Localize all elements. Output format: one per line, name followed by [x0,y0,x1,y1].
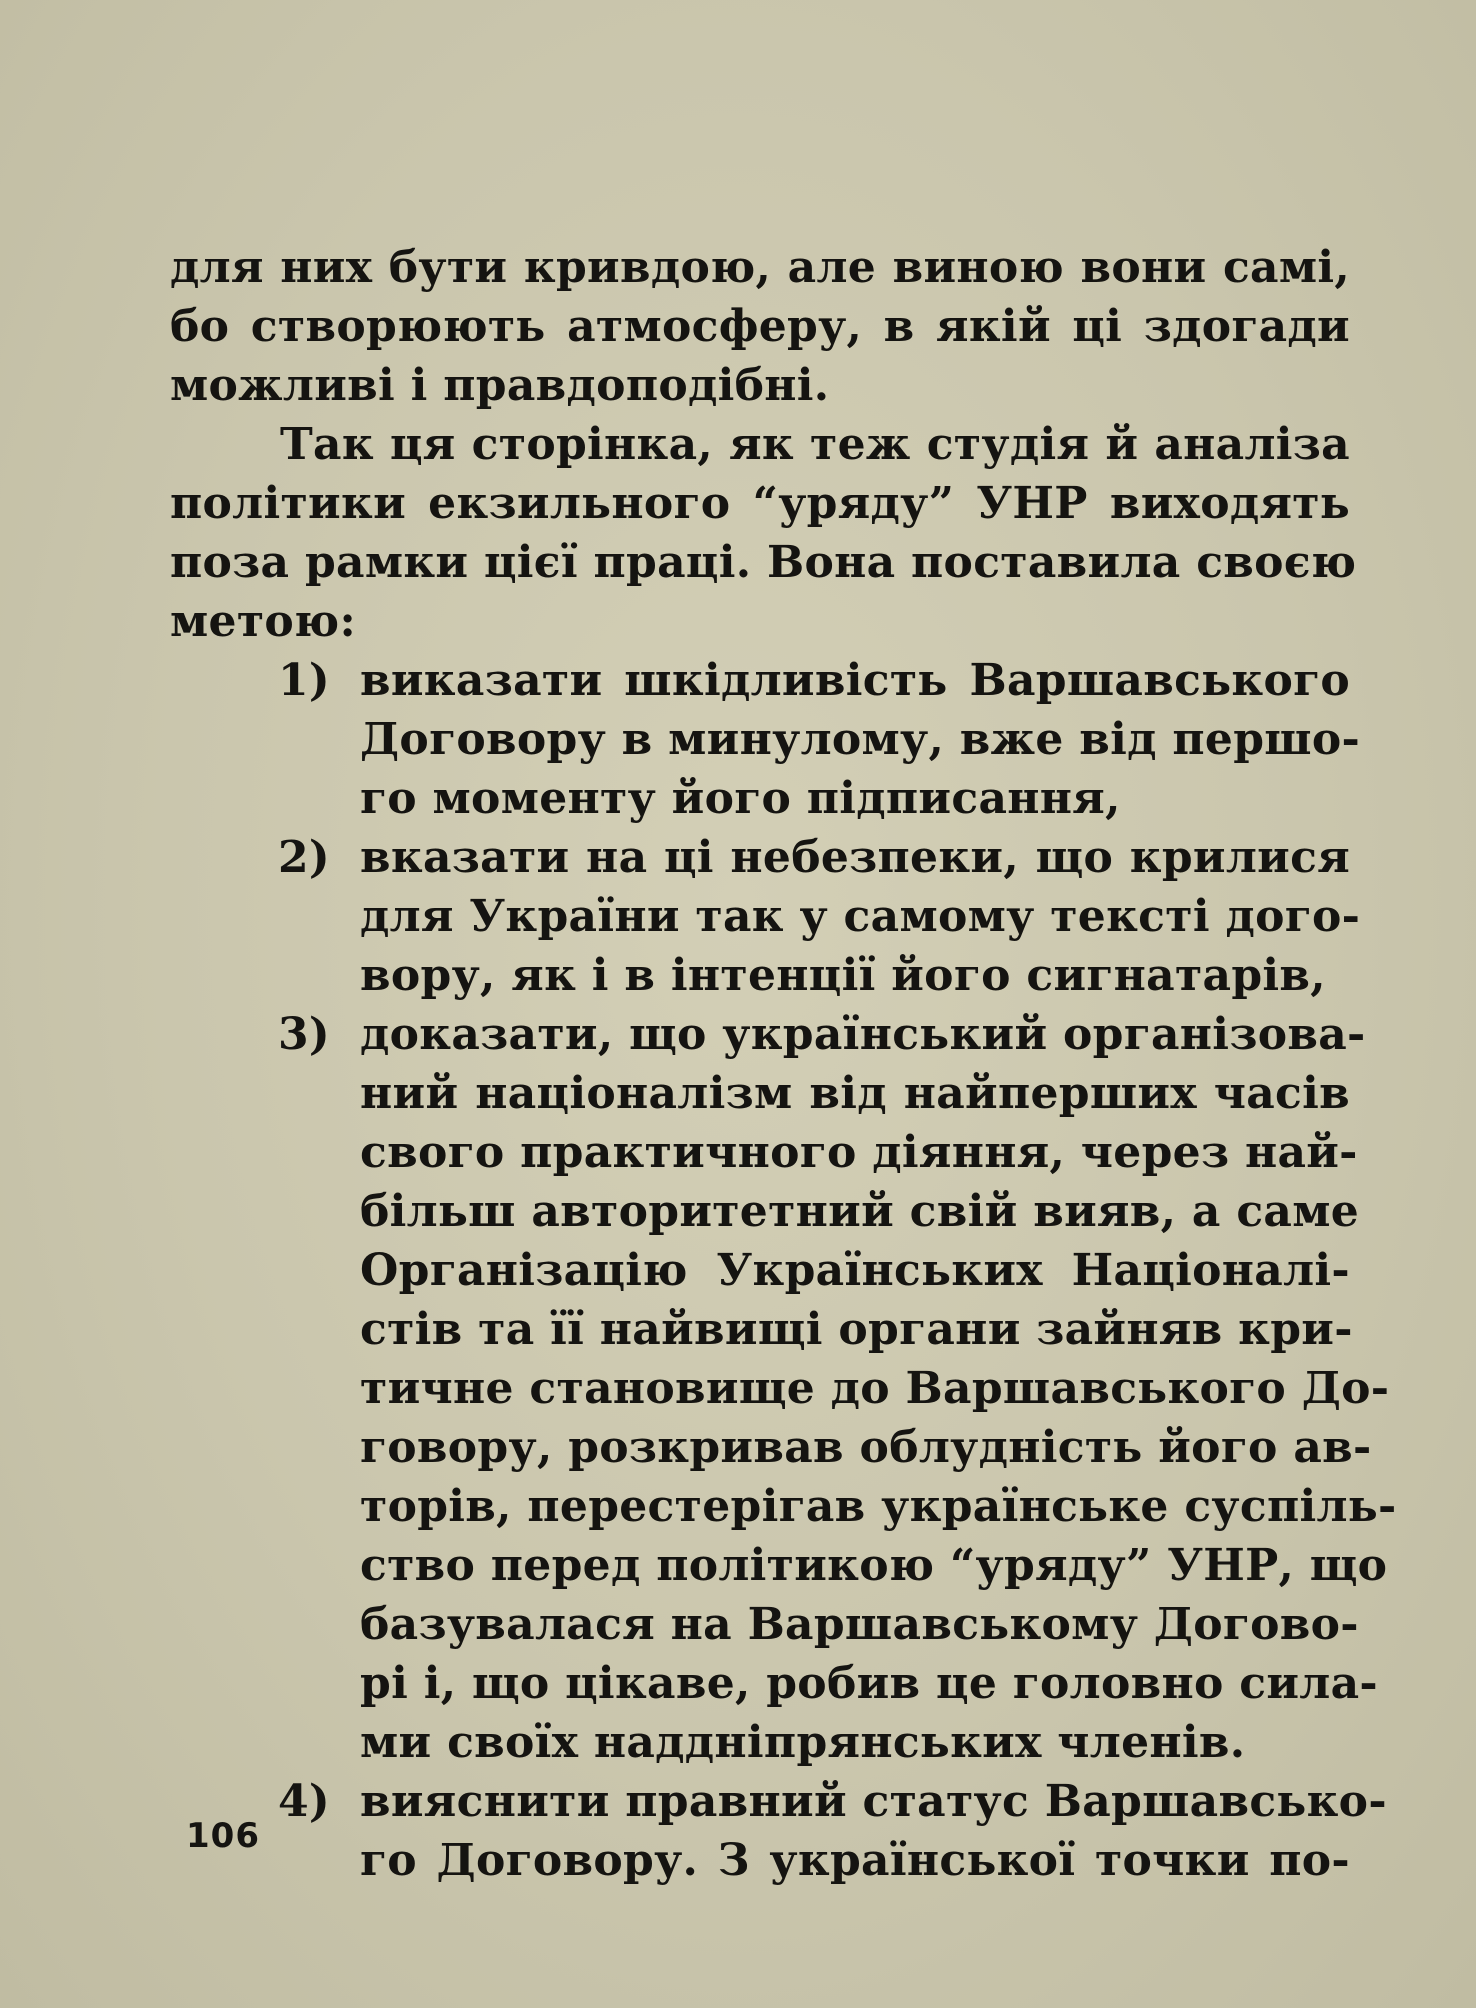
text-line: вияснити правний статус Варшавсько- [360,1776,1387,1827]
page-number: 106 [186,1816,260,1856]
text-line: стів та її найвищі органи зайняв кри- [360,1304,1353,1355]
text-line: ний націоналізм від найперших часів [360,1068,1350,1119]
text-line: рі і, що цікаве, робив це головно сила- [360,1658,1378,1709]
text-line: ство перед політикою “уряду” УНР, що [360,1540,1388,1591]
text-line: Так ця сторінка, як теж студія й аналіза [280,419,1350,470]
paragraph-1 [170,238,1350,415]
text-line: говору, розкривав облудність його ав- [360,1422,1372,1473]
list-item-2 [170,828,1361,1005]
text-line: бо створюють атмосферу, в якій ці здогади [170,301,1350,352]
text-line: тичне становище до Варшавського До- [360,1363,1390,1414]
text-line: вказати на ці небезпеки, що крилися [360,832,1350,883]
text-line: ми своїх наддніпрянських членів. [360,1717,1246,1768]
list-number: 3) [278,1009,331,1060]
text-line: вору, як і в інтенції його сигнатарів, [360,950,1326,1001]
list-item-1 [170,651,1361,828]
text-line: метою: [170,596,356,647]
text-line: го Договору. З української точки по- [360,1835,1350,1886]
text-line: можливі і правдоподібні. [170,360,830,411]
text-line: виказати шкідливість Варшавського [360,655,1350,706]
text-line: торів, перестерігав українське суспіль- [360,1481,1397,1532]
list-item-3 [170,1005,1397,1772]
text-line: го моменту його підписання, [360,773,1121,824]
text-line: Договору в минулому, вже від першо- [360,714,1361,765]
list-number: 1) [278,655,331,706]
page-text [170,238,1397,1890]
numbered-list [170,651,1397,1890]
text-line: більш авторитетний свій вияв, а саме [360,1186,1360,1237]
text-line: для них бути кривдою, але виною вони самі, [170,242,1350,293]
text-line: політики екзильного “уряду” УНР виходять [170,478,1350,529]
paragraph-2 [170,415,1357,651]
text-line: поза рамки цієї праці. Вона поставила своєю [170,537,1357,588]
text-line: Організацію Українських Націоналі- [360,1245,1350,1296]
list-number: 2) [278,832,331,883]
list-number: 4) [278,1776,331,1827]
list-item-4 [170,1772,1387,1890]
text-line: для України так у самому тексті дого- [360,891,1361,942]
text-line: доказати, що український організова- [360,1009,1366,1060]
text-line: свого практичного діяння, через най- [360,1127,1358,1178]
text-line: базувалася на Варшавському Догово- [360,1599,1359,1650]
